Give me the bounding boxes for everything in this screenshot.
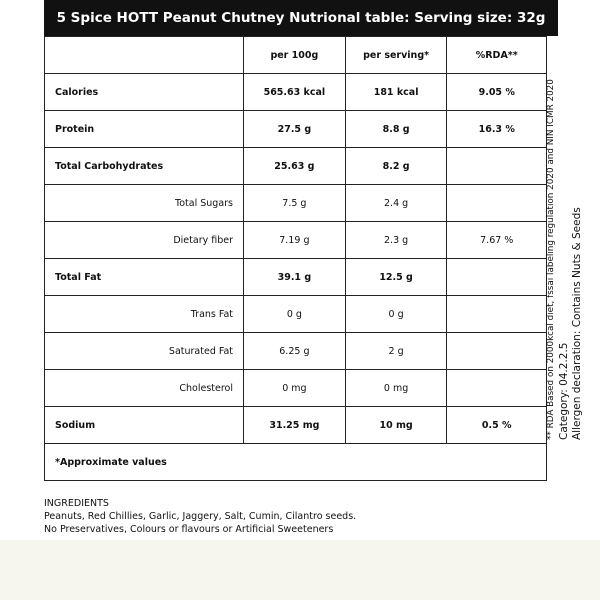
value-per-serving: 10 mg: [345, 407, 447, 444]
ingredients-note: No Preservatives, Colours or flavours or Artificial Sweeteners: [44, 524, 334, 535]
value-per-100g: 565.63 kcal: [244, 74, 346, 111]
ingredients-block: [44, 497, 356, 536]
value-rda: 7.67 %: [447, 222, 547, 259]
value-rda: 0.5 %: [447, 407, 547, 444]
value-per-serving: 8.8 g: [345, 111, 447, 148]
row-label: Sodium: [45, 407, 244, 444]
value-per-serving: 2.4 g: [345, 185, 447, 222]
row-label: Cholesterol: [45, 370, 244, 407]
value-rda: [447, 370, 547, 407]
ingredients-heading: INGREDIENTS: [44, 498, 109, 509]
row-label: Dietary fiber: [45, 222, 244, 259]
value-per-serving: 0 g: [345, 296, 447, 333]
table-row-total-sugars: [45, 185, 547, 222]
header-row: [45, 37, 547, 74]
value-per-100g: 6.25 g: [244, 333, 346, 370]
row-label: Calories: [45, 74, 244, 111]
row-label: Total Fat: [45, 259, 244, 296]
row-label: Saturated Fat: [45, 333, 244, 370]
approximate-values-note: *Approximate values: [45, 444, 547, 481]
value-per-100g: 27.5 g: [244, 111, 346, 148]
header-label-column: [45, 37, 244, 74]
table-row-total-fat: [45, 259, 547, 296]
value-per-100g: 39.1 g: [244, 259, 346, 296]
row-label: Protein: [45, 111, 244, 148]
value-per-serving: 12.5 g: [345, 259, 447, 296]
table-row-dietary-fiber: [45, 222, 547, 259]
ingredients-list: Peanuts, Red Chillies, Garlic, Jaggery, Salt, Cumin, Cilantro seeds.: [44, 511, 357, 522]
value-rda: [447, 148, 547, 185]
category-note: Category: 04.2.2.5: [558, 342, 570, 440]
table-row-sodium: [45, 407, 547, 444]
row-label: Trans Fat: [45, 296, 244, 333]
allergen-declaration: Allergen declaration: Contains Nuts & Seeds: [571, 207, 583, 440]
table-row-protein: [45, 111, 547, 148]
row-label: Total Carbohydrates: [45, 148, 244, 185]
rda-basis-note: ** RDA Based on 2000kcal diet, fssai labeling regulation 2020 and NIN ICMR 2020: [546, 79, 556, 440]
table-row-cholesterol: [45, 370, 547, 407]
value-per-100g: 0 g: [244, 296, 346, 333]
value-rda: [447, 185, 547, 222]
header-per-100g: per 100g: [244, 37, 346, 74]
footnote-row: [45, 444, 547, 481]
table-row-trans-fat: [45, 296, 547, 333]
table-title: 5 Spice HOTT Peanut Chutney Nutrional table: Serving size: 32g: [44, 0, 558, 36]
value-per-serving: 2.3 g: [345, 222, 447, 259]
value-per-100g: 0 mg: [244, 370, 346, 407]
header-rda: %RDA**: [447, 37, 547, 74]
side-notes: [545, 20, 584, 440]
nutrition-table: [44, 36, 547, 481]
table-row-total-carbohydrates: [45, 148, 547, 185]
header-per-serving: per serving*: [345, 37, 447, 74]
value-per-serving: 8.2 g: [345, 148, 447, 185]
table-row-saturated-fat: [45, 333, 547, 370]
value-rda: [447, 296, 547, 333]
value-rda: [447, 333, 547, 370]
value-per-serving: 2 g: [345, 333, 447, 370]
value-per-100g: 25.63 g: [244, 148, 346, 185]
value-per-serving: 0 mg: [345, 370, 447, 407]
value-per-100g: 7.5 g: [244, 185, 346, 222]
value-per-100g: 7.19 g: [244, 222, 346, 259]
table-row-calories: [45, 74, 547, 111]
value-per-100g: 31.25 mg: [244, 407, 346, 444]
value-rda: [447, 259, 547, 296]
value-per-serving: 181 kcal: [345, 74, 447, 111]
value-rda: 9.05 %: [447, 74, 547, 111]
row-label: Total Sugars: [45, 185, 244, 222]
value-rda: 16.3 %: [447, 111, 547, 148]
